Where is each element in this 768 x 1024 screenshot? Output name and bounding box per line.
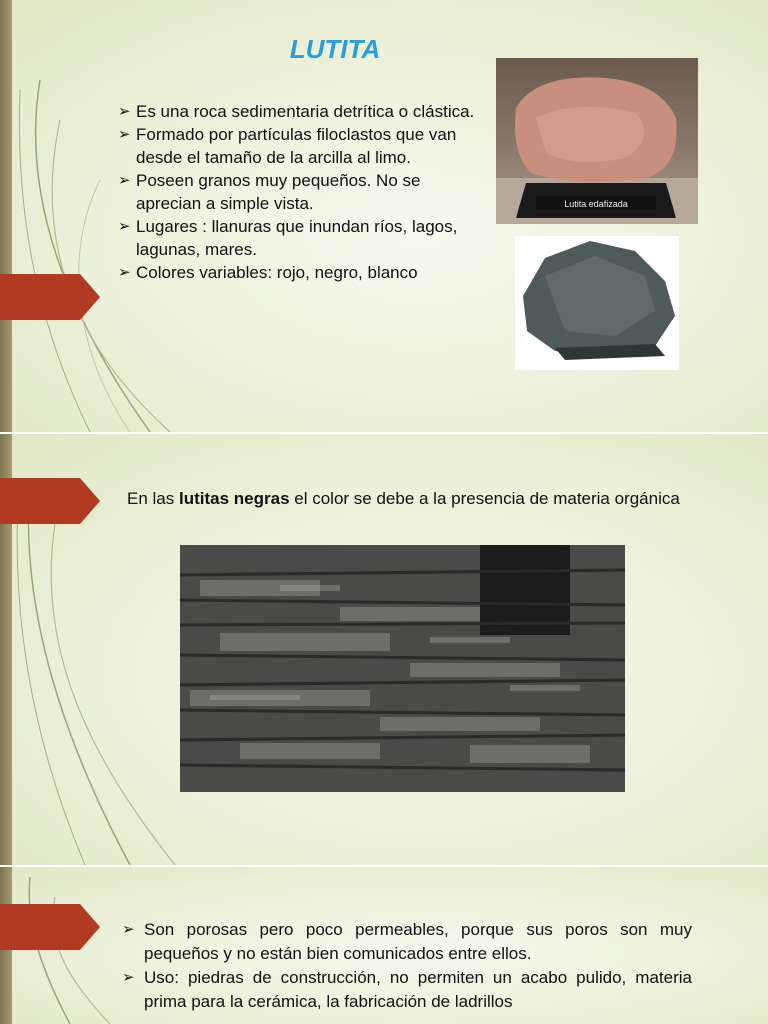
arrowhead-bullet-icon: ➢	[118, 218, 131, 235]
arrowhead-bullet-icon: ➢	[118, 126, 131, 143]
slide-title: LUTITA	[289, 34, 381, 64]
slide-tab-marker	[0, 274, 100, 320]
list-item: ➢ Es una roca sedimentaria detrítica o clástica.	[118, 102, 475, 121]
shale-layers-illustration	[180, 545, 625, 792]
rock-illustration	[515, 236, 679, 370]
list-item: ➢ Poseen granos muy pequeños. No se aprecian a simple vista.	[118, 171, 421, 213]
photo-caption: Lutita edafizada	[564, 199, 628, 209]
slide-2-paragraph: En las lutitas negras el color se debe a la presencia de materia orgánica	[127, 489, 680, 508]
list-item: ➢ Colores variables: rojo, negro, blanco	[118, 263, 418, 282]
gray-rock-photo	[515, 236, 679, 370]
arrowhead-bullet-icon: ➢	[118, 172, 131, 189]
black-shale-outcrop-photo	[180, 545, 625, 792]
list-item: ➢ Lugares : llanuras que inundan ríos, lagos, lagunas, mares.	[118, 217, 458, 259]
slide-1	[0, 0, 768, 432]
list-item: ➢ Uso: piedras de construcción, no permiten un acabo pulido, materia prima para la cerámica, la fabricación de ladrillos	[122, 968, 692, 1011]
arrowhead-bullet-icon: ➢	[122, 921, 135, 938]
list-item: ➢ Son porosas pero poco permeables, porque sus poros son muy pequeños y no están bien comunicados entre ellos.	[122, 920, 692, 963]
rock-illustration	[496, 58, 698, 224]
bullet-list	[118, 100, 488, 284]
reddish-rock-photo	[496, 58, 698, 224]
arrowhead-bullet-icon: ➢	[118, 264, 131, 281]
arrowhead-bullet-icon: ➢	[122, 969, 135, 986]
list-item: ➢ Formado por partículas filoclastos que van desde el tamaño de la arcilla al limo.	[118, 125, 457, 167]
bullet-list	[122, 918, 692, 1014]
slide-tab-marker	[0, 904, 100, 950]
arrowhead-bullet-icon: ➢	[118, 103, 131, 120]
slide-tab-marker	[0, 478, 100, 524]
